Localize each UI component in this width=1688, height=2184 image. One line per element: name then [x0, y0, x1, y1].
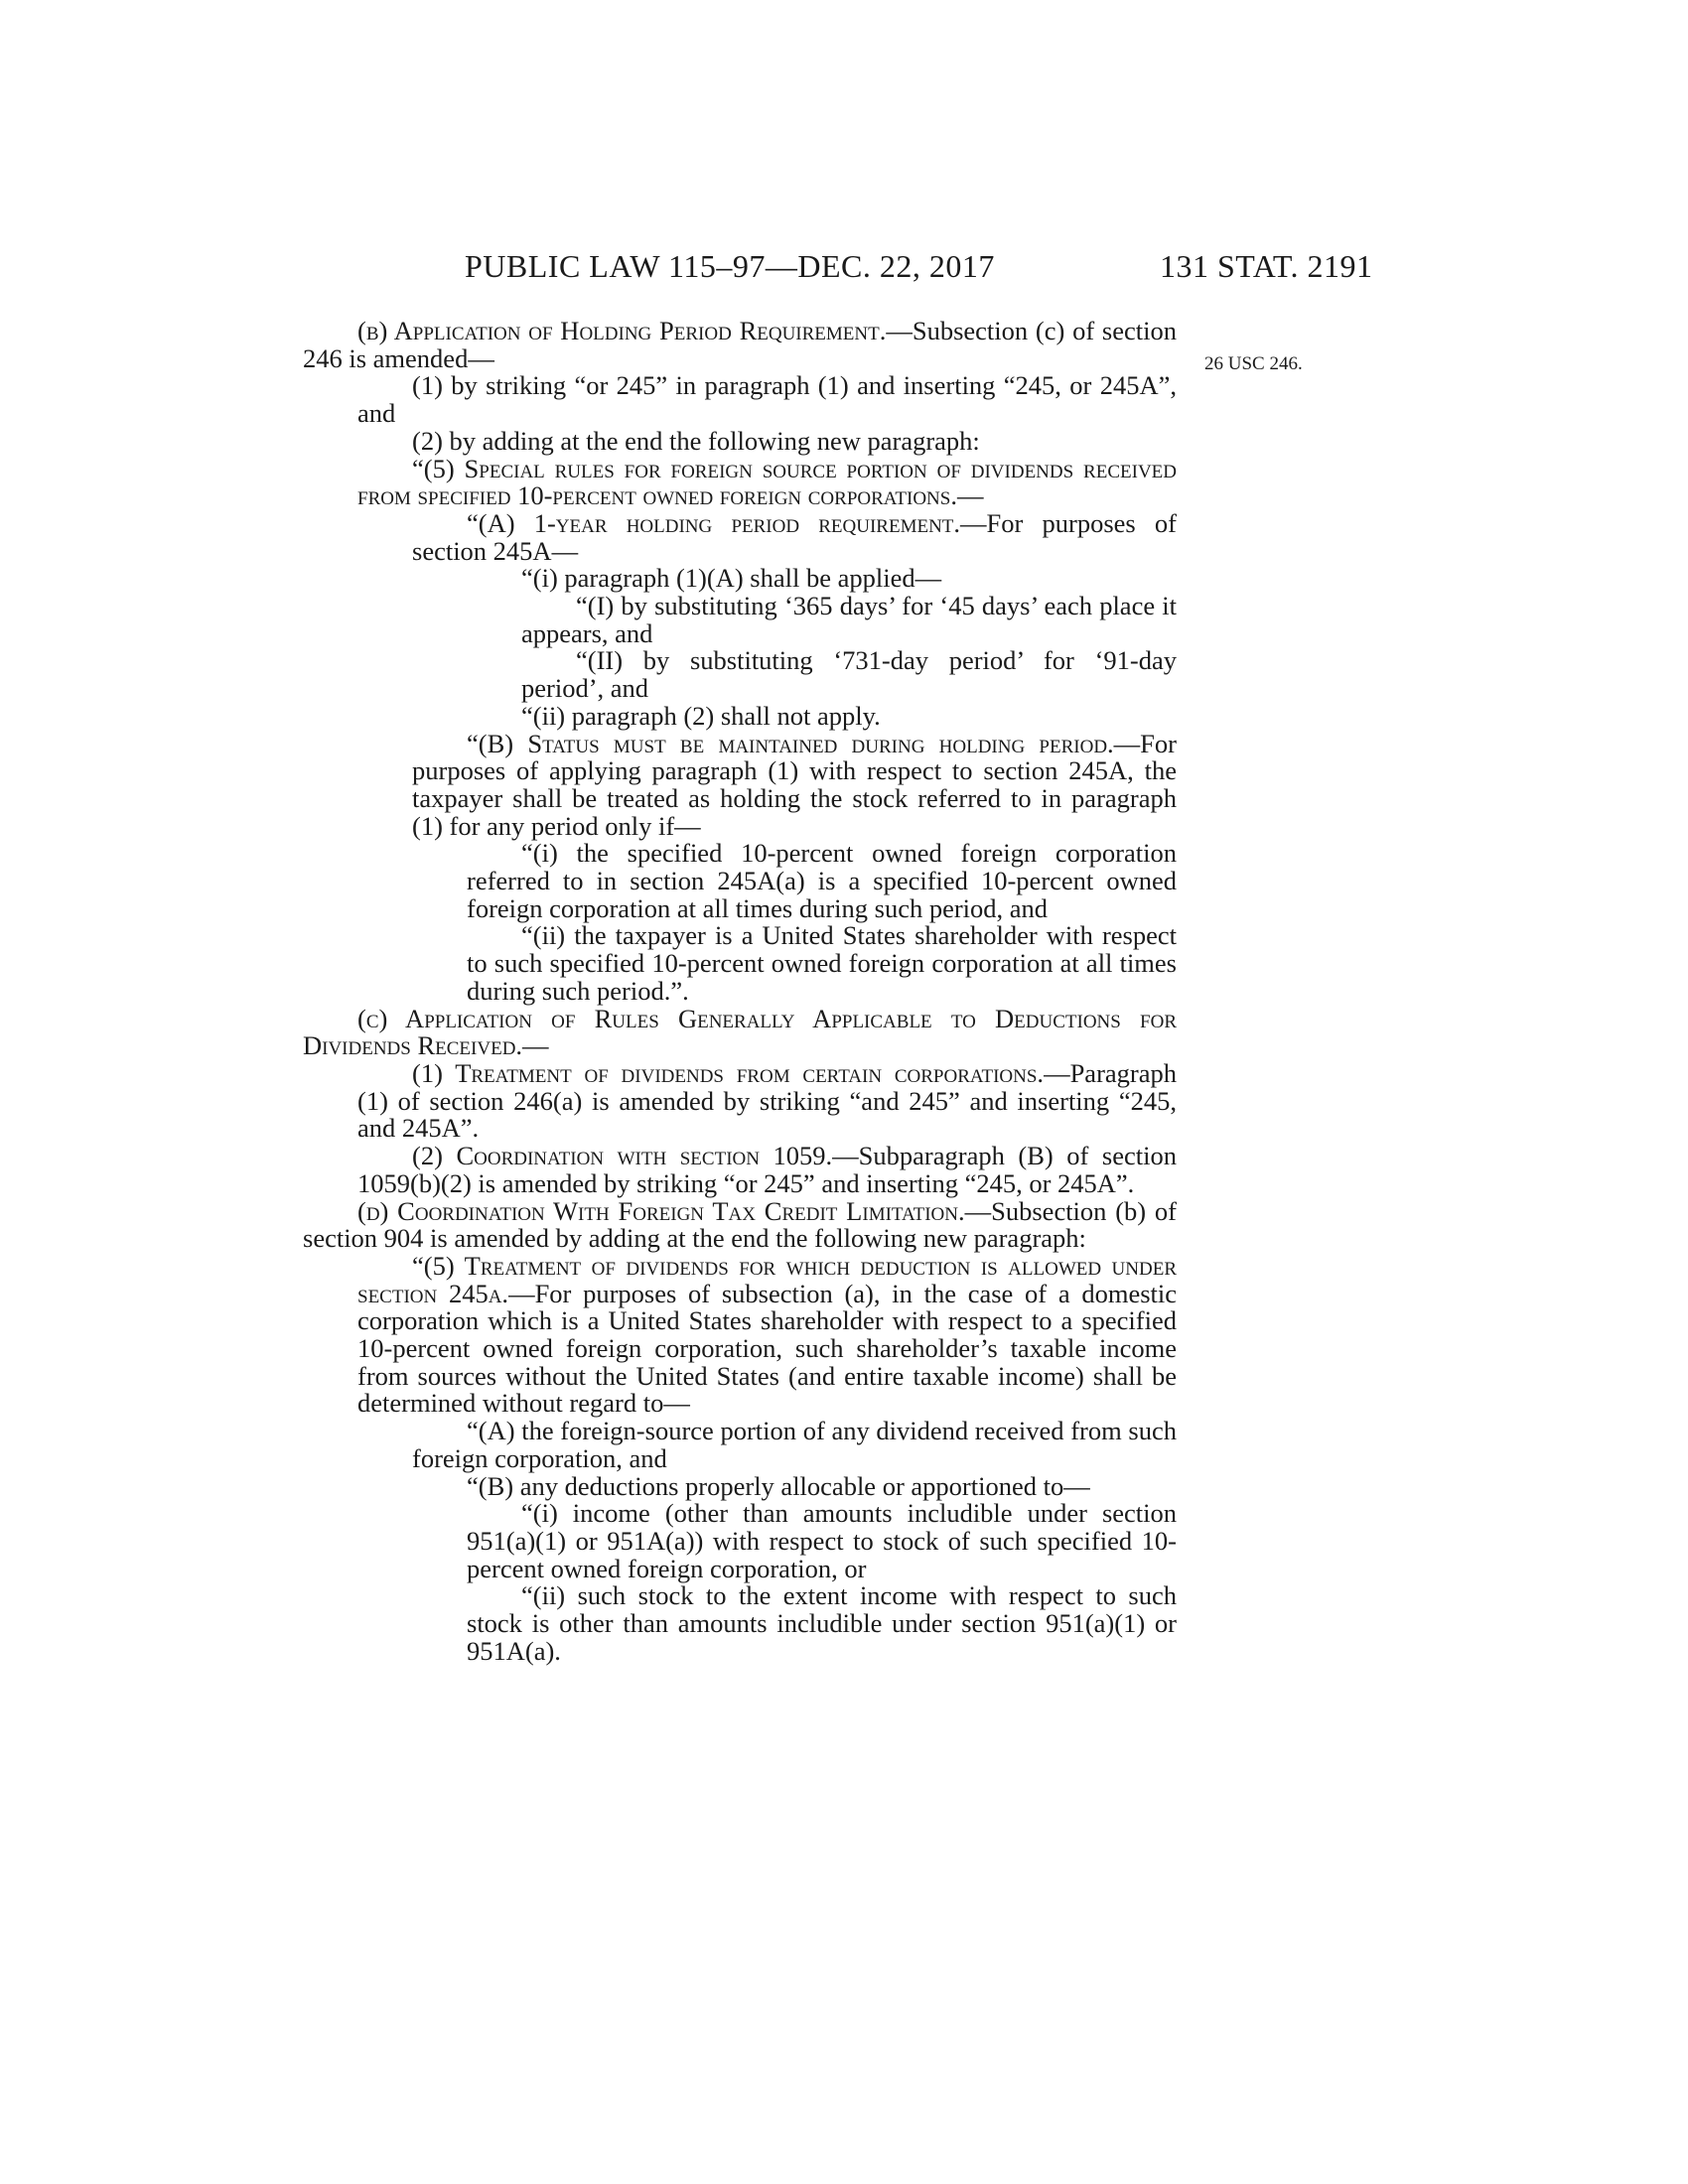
paragraph — [303, 507, 1178, 566]
paragraph-heading: (1) Treatment of dividends from certain corporations. — [412, 1057, 1045, 1088]
paragraph — [303, 1582, 1177, 1665]
paragraph-text: “(A) the foreign-source portion of any dividend received from such foreign corporation, and — [412, 1416, 1177, 1473]
paragraph — [303, 1470, 1177, 1501]
paragraph-text: — — [522, 1030, 549, 1061]
paragraph-heading: (b) Application of Holding Period Requirement. — [357, 316, 887, 345]
paragraph-text: — — [956, 480, 984, 511]
paragraph — [303, 922, 1177, 1005]
paragraph — [303, 1500, 1177, 1582]
paragraph-text: (1) by striking “or 245” in paragraph (1) and inserting “245, or 245A”, and — [357, 370, 1177, 429]
paragraph — [303, 647, 1177, 702]
paragraph-heading: (c) Application of Rules Generally Applicable to Deductions for Dividends Received. — [303, 1003, 1177, 1061]
paragraph-heading: “(5) Treatment of dividends for which deduction is allowed under section 245a. — [357, 1250, 1177, 1308]
paragraph-text: “(ii) paragraph (2) shall not apply. — [521, 700, 881, 731]
paragraph-text: “(B) any deductions properly allocable or apportioned to— — [467, 1470, 1090, 1501]
paragraph-text: —Paragraph (1) of section 246(a) is amended by striking “and 245” and inserting “245, and 245A”. — [357, 1057, 1177, 1144]
paragraph — [303, 372, 1177, 427]
paragraph — [303, 1057, 1177, 1144]
paragraph-heading: “(5) Special rules for foreign source portion of dividends received from specified 10-percent owned foreign corporations. — [357, 453, 1177, 511]
paragraph-heading: “(A) 1-year holding period requirement. — [467, 507, 961, 538]
page-header-title: PUBLIC LAW 115–97—DEC. 22, 2017 — [465, 248, 995, 284]
paragraph-text: “(i) paragraph (1)(A) shall be applied— — [521, 563, 942, 594]
paragraph — [303, 593, 1177, 647]
paragraph-text: —For purposes of applying paragraph (1) with respect to section 245A, the taxpayer shall be treated as holding the stock referred to in paragraph (1) for any period only if— — [412, 728, 1177, 841]
paragraph-text: “(II) by substituting ‘731-day period’ for ‘91-day period’, and — [521, 645, 1177, 704]
page-header-stat-citation: 131 STAT. 2191 — [1160, 248, 1373, 284]
paragraph — [303, 565, 1177, 593]
paragraph — [303, 840, 1177, 922]
margin-note-usc: 26 USC 246. — [1204, 353, 1303, 374]
document-body — [303, 318, 1177, 1665]
paragraph-text: “(i) the specified 10-percent owned foreign corporation referred to in section 245A(a) is a specified 10-percent owned foreign corporation at all times during such period, and — [467, 838, 1177, 923]
paragraph-heading: “(B) Status must be maintained during holding period. — [467, 728, 1114, 758]
paragraph — [303, 1250, 1177, 1419]
paragraph — [303, 1143, 1177, 1197]
paragraph — [303, 453, 1177, 511]
paragraph — [303, 1003, 1177, 1061]
paragraph — [303, 728, 1177, 841]
paragraph — [303, 1418, 1177, 1472]
paragraph-text: —For purposes of subsection (a), in the case of a domestic corporation which is a United States shareholder with respect to a specified 10-percent owned foreign corporation, such shareholder’s taxable income from sources without the United States (and entire taxable income) shall be determined without regard to— — [357, 1278, 1177, 1419]
paragraph — [303, 318, 1177, 372]
paragraph-heading: (d) Coordination With Foreign Tax Credit Limitation. — [357, 1195, 965, 1226]
paragraph-text: —Subsection (b) of section 904 is amended by adding at the end the following new paragraph: — [303, 1195, 1178, 1254]
paragraph-text: —Subsection (c) of section 246 is amended— — [303, 316, 1177, 373]
paragraph-text: —For purposes of section 245A— — [412, 507, 1178, 566]
paragraph — [303, 1195, 1178, 1254]
paragraph-text: “(I) by substituting ‘365 days’ for ‘45 days’ each place it appears, and — [521, 591, 1177, 648]
paragraph-text: “(ii) the taxpayer is a United States shareholder with respect to such specified 10-percent owned foreign corporation at all times during such period.”. — [467, 920, 1177, 1006]
paragraph — [303, 700, 1177, 731]
paragraph-text: “(i) income (other than amounts includible under section 951(a)(1) or 951A(a)) with respect to stock of such specified 10-percent owned foreign corporation, or — [467, 1498, 1177, 1583]
paragraph-text: “(ii) such stock to the extent income with respect to such stock is other than amounts includible under section 951(a)(1) or 951A(a). — [467, 1580, 1177, 1666]
paragraph-text: —Subparagraph (B) of section 1059(b)(2) is amended by striking “or 245” and inserting “245, or 245A”. — [357, 1141, 1177, 1198]
paragraph-text: (2) by adding at the end the following new paragraph: — [412, 425, 980, 456]
paragraph-heading: (2) Coordination with section 1059. — [412, 1141, 833, 1171]
paragraph — [303, 425, 1177, 456]
